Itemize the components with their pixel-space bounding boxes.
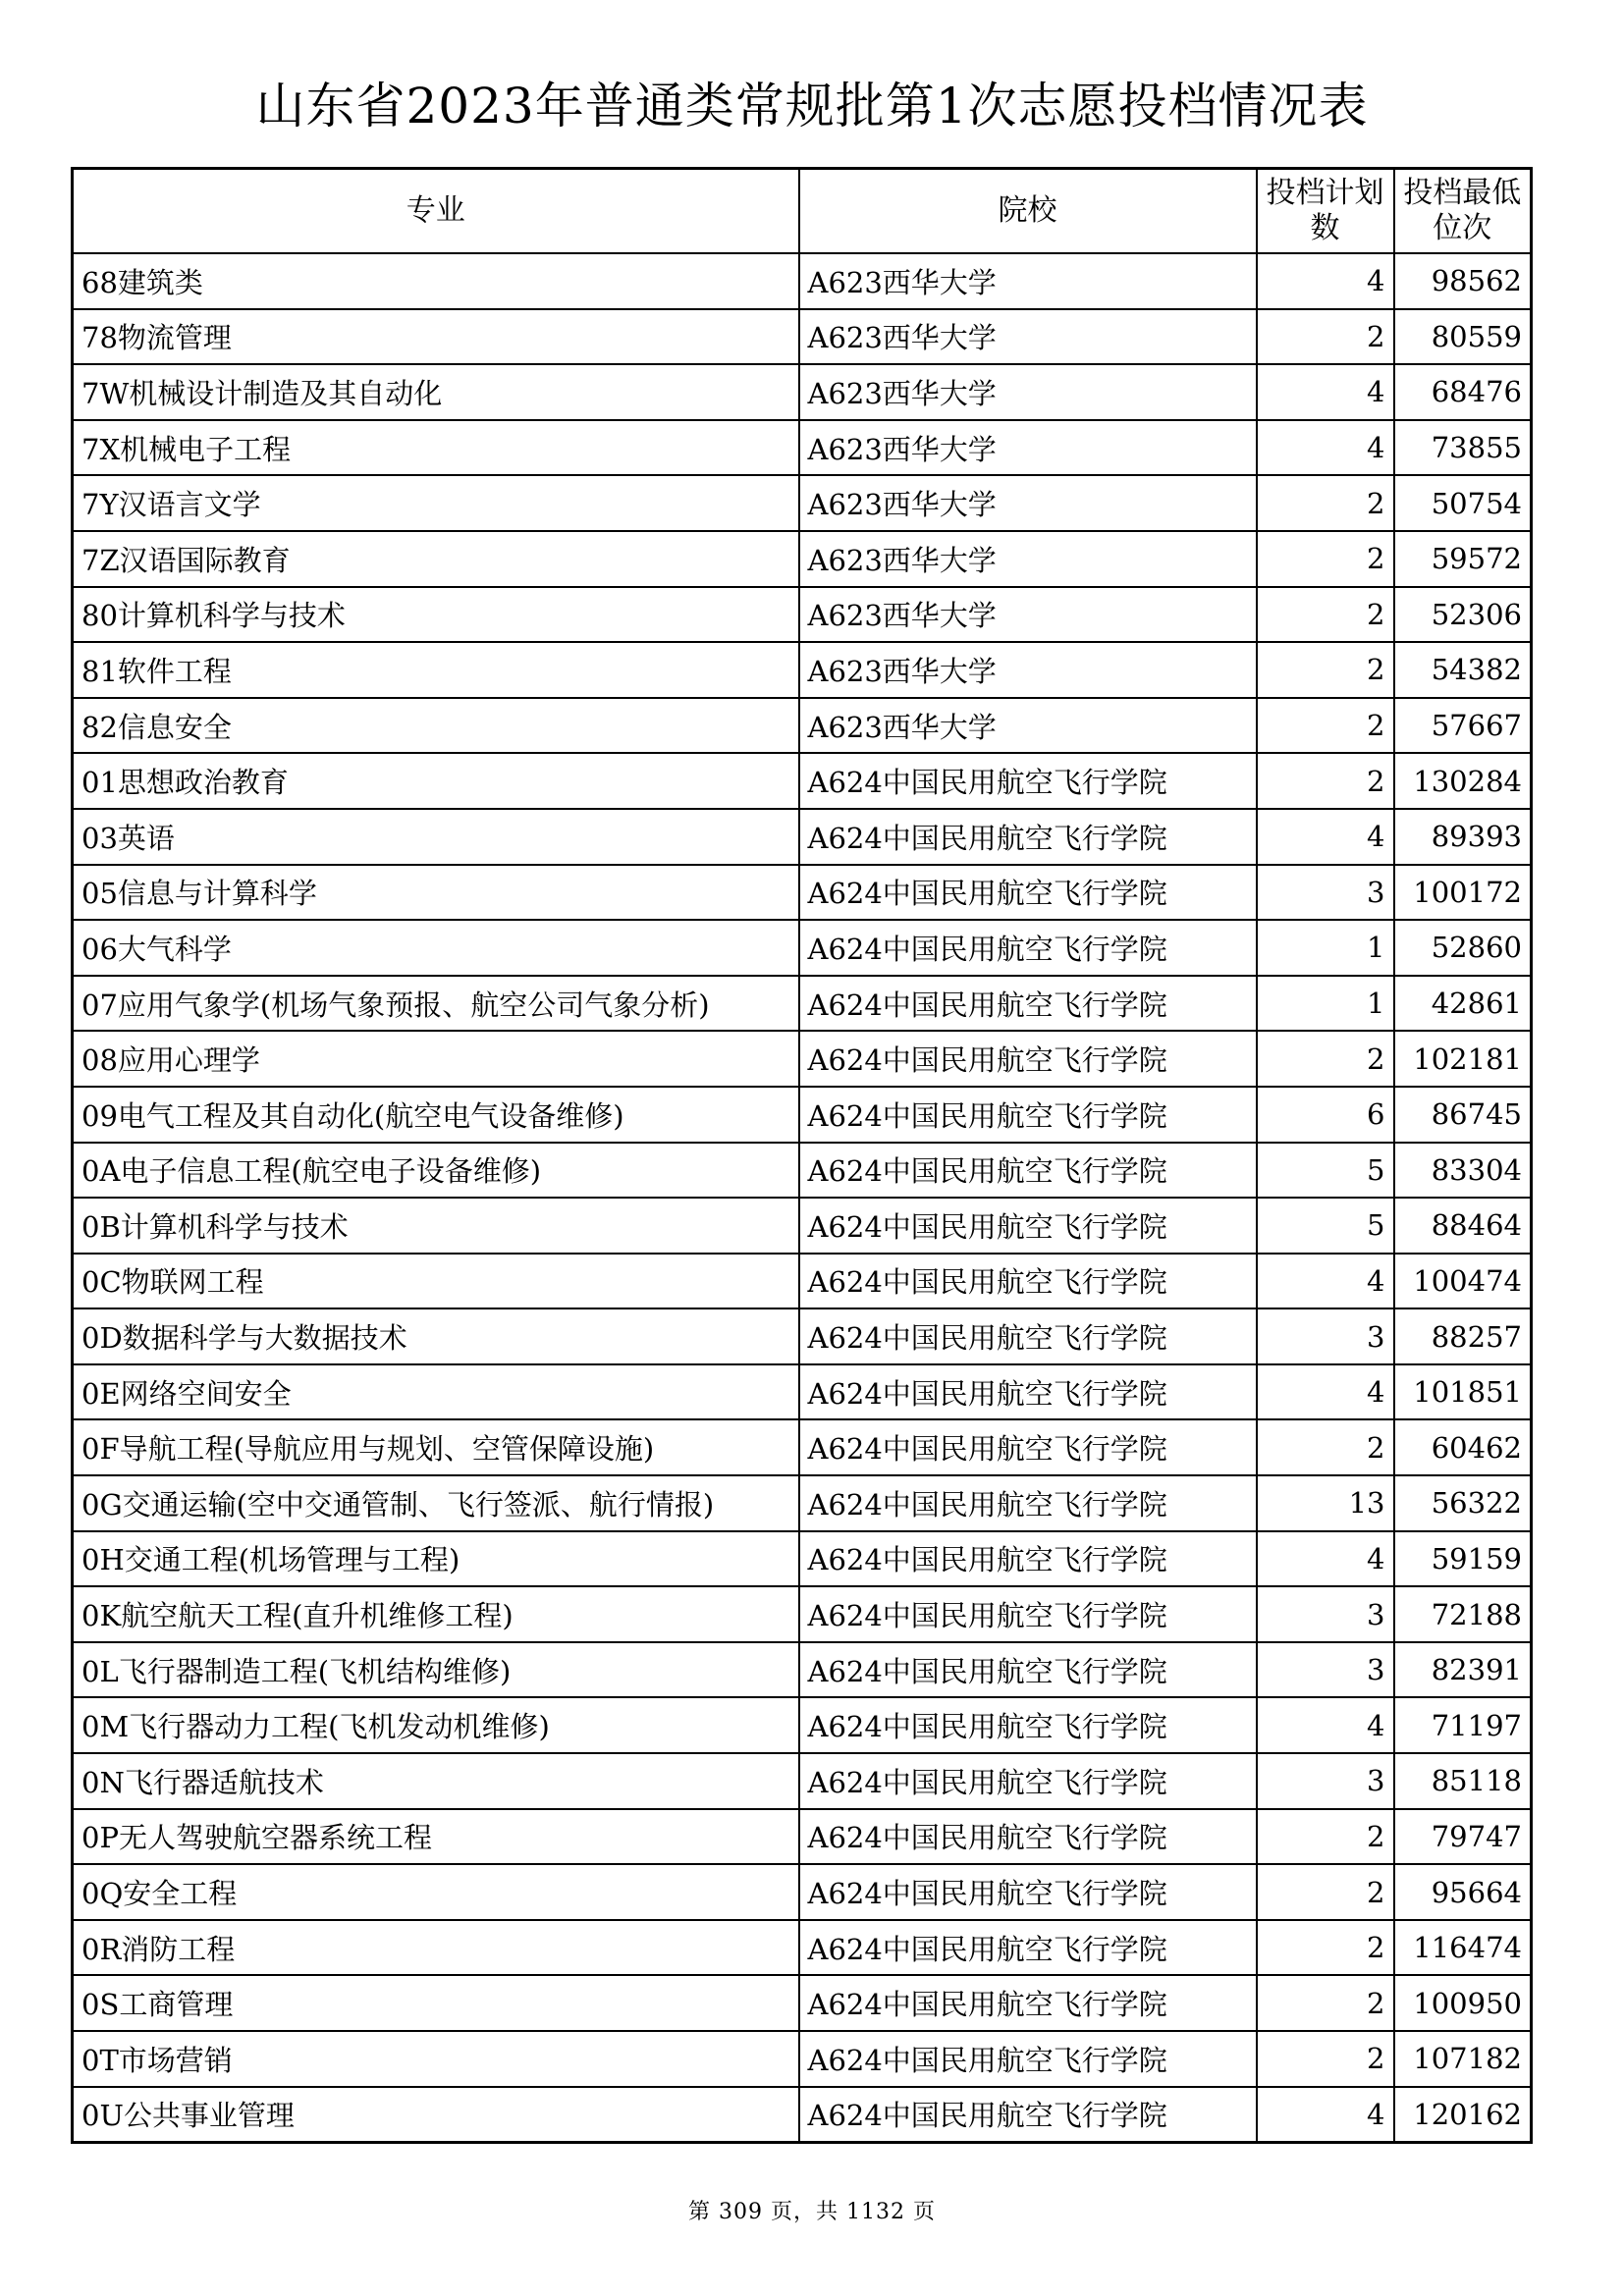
table-row <box>73 1809 1532 1865</box>
cell-school: A624中国民用航空飞行学院 <box>799 976 1257 1032</box>
cell-plan: 2 <box>1257 753 1394 809</box>
cell-major: 06大气科学 <box>73 920 799 976</box>
cell-plan: 4 <box>1257 420 1394 476</box>
cell-school: A623西华大学 <box>799 531 1257 587</box>
cell-major: 78物流管理 <box>73 309 799 365</box>
cell-plan: 2 <box>1257 1864 1394 1920</box>
cell-rank: 59159 <box>1394 1531 1532 1587</box>
cell-plan: 13 <box>1257 1475 1394 1531</box>
cell-school: A624中国民用航空飞行学院 <box>799 1031 1257 1087</box>
cell-school: A624中国民用航空飞行学院 <box>799 865 1257 921</box>
cell-plan: 2 <box>1257 587 1394 643</box>
table-row <box>73 1586 1532 1642</box>
cell-plan: 4 <box>1257 809 1394 865</box>
cell-rank: 120162 <box>1394 2087 1532 2143</box>
cell-major: 08应用心理学 <box>73 1031 799 1087</box>
cell-major: 0U公共事业管理 <box>73 2087 799 2143</box>
cell-major: 01思想政治教育 <box>73 753 799 809</box>
table-row <box>73 1975 1532 2031</box>
cell-major: 7Z汉语国际教育 <box>73 531 799 587</box>
cell-rank: 52306 <box>1394 587 1532 643</box>
cell-rank: 60462 <box>1394 1419 1532 1475</box>
cell-school: A624中国民用航空飞行学院 <box>799 1920 1257 1976</box>
cell-school: A623西华大学 <box>799 698 1257 754</box>
cell-rank: 42861 <box>1394 976 1532 1032</box>
header-rank: 投档最低位次 <box>1394 169 1532 254</box>
cell-rank: 72188 <box>1394 1586 1532 1642</box>
cell-plan: 4 <box>1257 1254 1394 1309</box>
cell-rank: 56322 <box>1394 1475 1532 1531</box>
cell-plan: 2 <box>1257 698 1394 754</box>
cell-plan: 2 <box>1257 1975 1394 2031</box>
cell-school: A623西华大学 <box>799 309 1257 365</box>
cell-rank: 98562 <box>1394 253 1532 309</box>
cell-major: 0G交通运输(空中交通管制、飞行签派、航行情报) <box>73 1475 799 1531</box>
cell-plan: 3 <box>1257 1586 1394 1642</box>
cell-major: 0K航空航天工程(直升机维修工程) <box>73 1586 799 1642</box>
cell-school: A624中国民用航空飞行学院 <box>799 753 1257 809</box>
cell-rank: 116474 <box>1394 1920 1532 1976</box>
cell-rank: 100172 <box>1394 865 1532 921</box>
table-row <box>73 753 1532 809</box>
cell-plan: 2 <box>1257 1809 1394 1865</box>
cell-rank: 71197 <box>1394 1697 1532 1753</box>
cell-major: 0E网络空间安全 <box>73 1364 799 1420</box>
cell-plan: 2 <box>1257 1419 1394 1475</box>
table-row <box>73 865 1532 921</box>
cell-plan: 4 <box>1257 1531 1394 1587</box>
cell-rank: 73855 <box>1394 420 1532 476</box>
cell-major: 0T市场营销 <box>73 2031 799 2087</box>
cell-rank: 88464 <box>1394 1198 1532 1254</box>
cell-plan: 4 <box>1257 364 1394 420</box>
cell-rank: 88257 <box>1394 1308 1532 1364</box>
cell-school: A624中国民用航空飞行学院 <box>799 1475 1257 1531</box>
table-row <box>73 920 1532 976</box>
table-row <box>73 976 1532 1032</box>
cell-major: 0B计算机科学与技术 <box>73 1198 799 1254</box>
cell-rank: 50754 <box>1394 475 1532 531</box>
table-row <box>73 1254 1532 1309</box>
cell-school: A624中国民用航空飞行学院 <box>799 1308 1257 1364</box>
table-row <box>73 642 1532 698</box>
cell-rank: 83304 <box>1394 1143 1532 1199</box>
cell-major: 0A电子信息工程(航空电子设备维修) <box>73 1143 799 1199</box>
cell-school: A624中国民用航空飞行学院 <box>799 1143 1257 1199</box>
cell-plan: 2 <box>1257 309 1394 365</box>
cell-school: A624中国民用航空飞行学院 <box>799 1809 1257 1865</box>
cell-school: A623西华大学 <box>799 587 1257 643</box>
cell-rank: 80559 <box>1394 309 1532 365</box>
admission-table <box>71 167 1533 2144</box>
cell-school: A624中国民用航空飞行学院 <box>799 1586 1257 1642</box>
cell-rank: 86745 <box>1394 1087 1532 1143</box>
table-row <box>73 420 1532 476</box>
cell-school: A623西华大学 <box>799 364 1257 420</box>
page-title: 山东省2023年普通类常规批第1次志愿投档情况表 <box>255 78 1369 134</box>
cell-plan: 5 <box>1257 1198 1394 1254</box>
cell-rank: 130284 <box>1394 753 1532 809</box>
cell-major: 68建筑类 <box>73 253 799 309</box>
cell-major: 82信息安全 <box>73 698 799 754</box>
table-row <box>73 2087 1532 2143</box>
cell-school: A623西华大学 <box>799 253 1257 309</box>
table-row <box>73 1642 1532 1698</box>
cell-school: A624中国民用航空飞行学院 <box>799 809 1257 865</box>
cell-major: 7Y汉语言文学 <box>73 475 799 531</box>
cell-major: 7X机械电子工程 <box>73 420 799 476</box>
cell-plan: 2 <box>1257 475 1394 531</box>
table-row <box>73 1198 1532 1254</box>
cell-plan: 2 <box>1257 531 1394 587</box>
table-row <box>73 1920 1532 1976</box>
cell-school: A623西华大学 <box>799 642 1257 698</box>
cell-major: 0S工商管理 <box>73 1975 799 2031</box>
cell-school: A624中国民用航空飞行学院 <box>799 2031 1257 2087</box>
cell-major: 80计算机科学与技术 <box>73 587 799 643</box>
cell-school: A624中国民用航空飞行学院 <box>799 1087 1257 1143</box>
table-row <box>73 1531 1532 1587</box>
cell-school: A624中国民用航空飞行学院 <box>799 1198 1257 1254</box>
table-row <box>73 309 1532 365</box>
cell-rank: 57667 <box>1394 698 1532 754</box>
cell-rank: 52860 <box>1394 920 1532 976</box>
table-row <box>73 475 1532 531</box>
header-major: 专业 <box>73 169 799 254</box>
table-row <box>73 1087 1532 1143</box>
cell-school: A623西华大学 <box>799 475 1257 531</box>
table-row <box>73 1475 1532 1531</box>
cell-school: A624中国民用航空飞行学院 <box>799 1864 1257 1920</box>
cell-school: A624中国民用航空飞行学院 <box>799 1753 1257 1809</box>
cell-plan: 3 <box>1257 1308 1394 1364</box>
cell-plan: 4 <box>1257 1697 1394 1753</box>
table-row <box>73 698 1532 754</box>
cell-major: 0Q安全工程 <box>73 1864 799 1920</box>
header-school: 院校 <box>799 169 1257 254</box>
table-row <box>73 253 1532 309</box>
cell-major: 0C物联网工程 <box>73 1254 799 1309</box>
table-row <box>73 1308 1532 1364</box>
cell-school: A624中国民用航空飞行学院 <box>799 2087 1257 2143</box>
cell-plan: 4 <box>1257 2087 1394 2143</box>
cell-rank: 59572 <box>1394 531 1532 587</box>
cell-plan: 3 <box>1257 865 1394 921</box>
header-plan: 投档计划数 <box>1257 169 1394 254</box>
cell-plan: 6 <box>1257 1087 1394 1143</box>
cell-major: 7W机械设计制造及其自动化 <box>73 364 799 420</box>
cell-major: 07应用气象学(机场气象预报、航空公司气象分析) <box>73 976 799 1032</box>
cell-major: 0P无人驾驶航空器系统工程 <box>73 1809 799 1865</box>
table-row <box>73 531 1532 587</box>
cell-rank: 79747 <box>1394 1809 1532 1865</box>
cell-rank: 95664 <box>1394 1864 1532 1920</box>
cell-plan: 4 <box>1257 1364 1394 1420</box>
cell-plan: 2 <box>1257 1031 1394 1087</box>
cell-major: 0H交通工程(机场管理与工程) <box>73 1531 799 1587</box>
table-row <box>73 1753 1532 1809</box>
cell-plan: 3 <box>1257 1753 1394 1809</box>
cell-rank: 102181 <box>1394 1031 1532 1087</box>
cell-plan: 1 <box>1257 976 1394 1032</box>
table-row <box>73 1697 1532 1753</box>
cell-plan: 4 <box>1257 253 1394 309</box>
cell-major: 03英语 <box>73 809 799 865</box>
cell-school: A624中国民用航空飞行学院 <box>799 920 1257 976</box>
cell-major: 09电气工程及其自动化(航空电气设备维修) <box>73 1087 799 1143</box>
cell-school: A624中国民用航空飞行学院 <box>799 1642 1257 1698</box>
cell-plan: 1 <box>1257 920 1394 976</box>
table-row <box>73 1419 1532 1475</box>
table-row <box>73 1031 1532 1087</box>
table-body <box>73 253 1532 2143</box>
cell-rank: 100474 <box>1394 1254 1532 1309</box>
cell-plan: 5 <box>1257 1143 1394 1199</box>
cell-school: A624中国民用航空飞行学院 <box>799 1419 1257 1475</box>
table-row <box>73 587 1532 643</box>
page-footer: 第 309 页，共 1132 页 <box>688 2200 936 2224</box>
cell-major: 0L飞行器制造工程(飞机结构维修) <box>73 1642 799 1698</box>
table-row <box>73 1864 1532 1920</box>
table-row <box>73 809 1532 865</box>
cell-school: A623西华大学 <box>799 420 1257 476</box>
cell-plan: 2 <box>1257 1920 1394 1976</box>
cell-major: 0D数据科学与大数据技术 <box>73 1308 799 1364</box>
cell-major: 0N飞行器适航技术 <box>73 1753 799 1809</box>
cell-major: 0M飞行器动力工程(飞机发动机维修) <box>73 1697 799 1753</box>
cell-school: A624中国民用航空飞行学院 <box>799 1531 1257 1587</box>
table-row <box>73 1364 1532 1420</box>
cell-school: A624中国民用航空飞行学院 <box>799 1254 1257 1309</box>
cell-rank: 85118 <box>1394 1753 1532 1809</box>
table-row <box>73 1143 1532 1199</box>
cell-plan: 2 <box>1257 642 1394 698</box>
table-row <box>73 2031 1532 2087</box>
table-row <box>73 364 1532 420</box>
cell-rank: 107182 <box>1394 2031 1532 2087</box>
cell-plan: 2 <box>1257 2031 1394 2087</box>
cell-plan: 3 <box>1257 1642 1394 1698</box>
cell-school: A624中国民用航空飞行学院 <box>799 1975 1257 2031</box>
cell-school: A624中国民用航空飞行学院 <box>799 1364 1257 1420</box>
cell-rank: 89393 <box>1394 809 1532 865</box>
cell-rank: 82391 <box>1394 1642 1532 1698</box>
cell-rank: 100950 <box>1394 1975 1532 2031</box>
cell-major: 05信息与计算科学 <box>73 865 799 921</box>
cell-major: 0R消防工程 <box>73 1920 799 1976</box>
cell-school: A624中国民用航空飞行学院 <box>799 1697 1257 1753</box>
cell-rank: 101851 <box>1394 1364 1532 1420</box>
cell-rank: 68476 <box>1394 364 1532 420</box>
cell-major: 0F导航工程(导航应用与规划、空管保障设施) <box>73 1419 799 1475</box>
cell-major: 81软件工程 <box>73 642 799 698</box>
cell-rank: 54382 <box>1394 642 1532 698</box>
table-header-row <box>73 169 1532 254</box>
